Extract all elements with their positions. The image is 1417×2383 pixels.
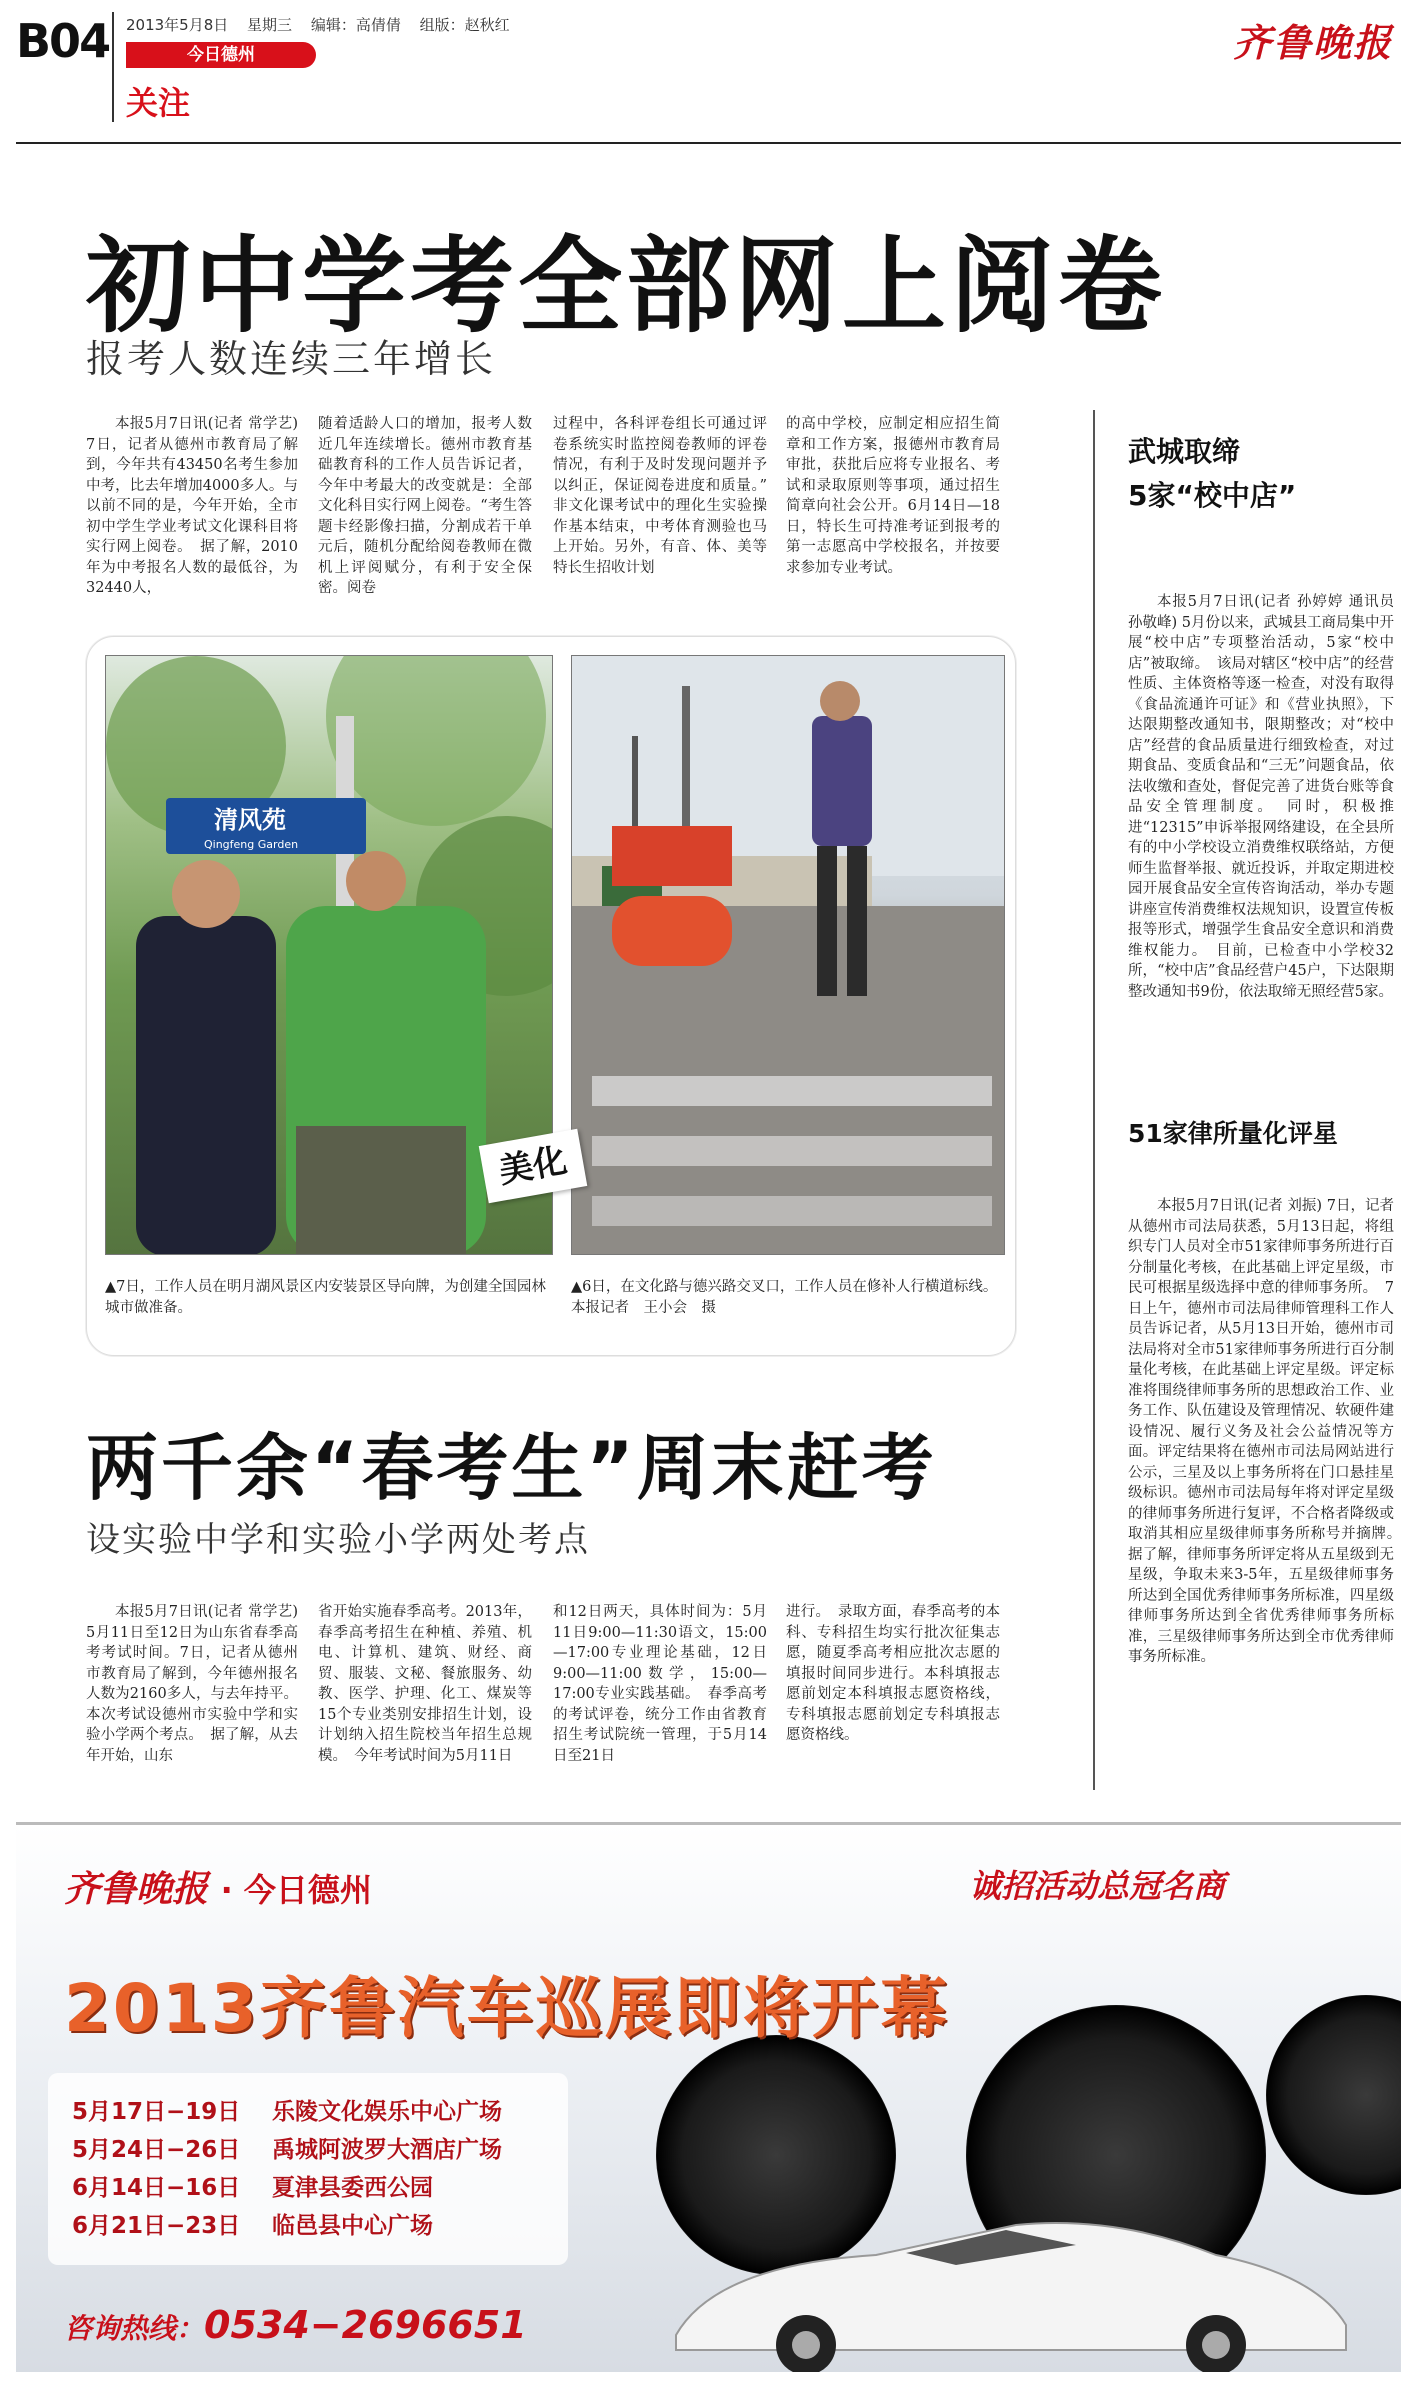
story1-column-2 (318, 414, 532, 599)
sidebar-divider (1093, 410, 1095, 1790)
fuel-gauge-icon (1266, 1995, 1401, 2195)
story1-text-2: 随着适龄人口的增加，报考人数近几年连续增长。德州市教育基础教育科的工作人员告诉记者，今年中考最大的改变就是：全部文化科目实行网上阅卷。“考生答题卡经影像扫描，分割成若干单元后，随机分配给阅卷教师在微机上评阅赋分，有利于安全保密。阅卷 (318, 416, 532, 596)
photo-badge: 美化 (479, 1129, 588, 1203)
issue-date: 2013年5月8日 (126, 16, 229, 34)
editor-credit: 编辑：高倩倩 (310, 16, 401, 34)
story2-text-4: 进行。 录取方面，春季高考的本科、专科招生均实行批次征集志愿，随夏季高考相应批次志愿的填报时间同步进行。本科填报志愿前划定本科填报志愿资格线，专科填报志愿前划定专科填报志愿资格线。 (786, 1604, 1000, 1743)
schedule-venue: 乐陵文化娱乐中心广场 (272, 2099, 502, 2125)
story2-column-4 (786, 1602, 1000, 1746)
story2-headline: 两千余“春考生”周末赶考 (86, 1426, 937, 1510)
ad-hotline (64, 2303, 527, 2347)
issue-weekday: 星期三 (247, 16, 293, 34)
layout-credit: 组版：赵秋红 (419, 16, 510, 34)
newspaper-logo: 齐鲁晚报 (1232, 20, 1393, 65)
schedule-row (72, 2207, 544, 2245)
sidebar-story1-text: 本报5月7日讯(记者 孙婷婷 通讯员 孙敬峰) 5月份以来，武城县工商局集中开展“校中店”专项整治活动，5家“校中店”被取缔。 该局对辖区“校中店”的经营性质、主体资格等逐一检查，对没有取得《食品流通许可证》和《营业执照》，下达限期整改通知书，限期整改；对“校中店”经营的食品质量进行细致检查，对过期食品、变质食品和“三无”问题食品，依法收缴和查处，督促完善了进货台账等食品安全管理制度。 同时，积极推进“12315”申诉举报网络建设，在全县所有的中小学校设立消费维权联络站，方便师生监督举报、就近投诉，并取定期进校园开展食品安全宣传咨询活动，举办专题讲座宣传消费维权法规知识，设置宣传板报等形式，增强学生食品安全意识和消费维权能力。 目前，已检查中小学校32所，“校中店”食品经营户45户，下达限期整改通知书9份，依法取缔无照经营5家。 (1128, 594, 1394, 1000)
section-title: 关注 (126, 84, 191, 122)
story1-column-4 (786, 414, 1000, 578)
story1-text-1: 本报5月7日讯(记者 常学艺) 7日，记者从德州市教育局了解到，今年共有43450名考生参加中考，比去年增加4000多人。与以前不同的是，今年开始，全市初中学生学业考试文化课科目将实行网上阅卷。 据了解，2010年为中考报名人数的最低谷，为32440人， (86, 416, 298, 596)
sidebar-story2-text: 本报5月7日讯(记者 刘振) 7日，记者从德州市司法局获悉，5月13日起，将组织专门人员对全市51家律师事务所进行百分制量化考核，在此基础上评定星级，市民可根据星级选择中意的律师事务所。 7日上午，德州市司法局律师管理科工作人员告诉记者，从5月13日开始，德州市司法局将对全市51家律师事务所进行百分制量化考核，在此基础上评定星级。评定标准将围绕律师事务所的思想政治工作、业务工作、队伍建设及管理情况、软硬件建设情况、履行义务及社会公益情况等方面。评定结果将在德州市司法局网站进行公示，三星及以上事务所将在门口悬挂星级标识。德州市司法局每年将对评定星级的律师事务所进行复评，不合格者降级或取消其相应星级律师事务所称号并摘牌。 据了解，律师事务所评定将从五星级到无星级，争取未来3-5年，五星级律师事务所达到全国优秀律师事务所标准，四星级律师事务所达到全省优秀律师事务所标准，三星级律师事务所达到全市优秀律师事务所标准。 (1128, 1198, 1409, 1665)
story1-subhead: 报考人数连续三年增长 (86, 337, 497, 381)
sidebar-story2-headline: 51家律所量化评星 (1128, 1119, 1338, 1148)
ad-schedule (48, 2073, 568, 2265)
hotline-label: 咨询热线： (64, 2312, 205, 2345)
ad-title: 2013齐鲁汽车巡展即将开幕 (64, 1970, 950, 2047)
story2-text-3: 和12日两天，具体时间为：5月11日9:00—11:30语文，15:00—17:00专业理论基础，12日9:00—11:00数学，15:00—17:00专业实践基础。 春季高考的考试评卷，统分工作由省教育招生考试院统一管理，于5月14日至21日 (553, 1604, 767, 1764)
schedule-row (72, 2093, 544, 2131)
sidebar-story1-headline-line1: 武城取缔 (1128, 435, 1241, 468)
story2-column-1 (86, 1602, 298, 1766)
story2-text-2: 省开始实施春季高考。2013年，春季高考招生在种植、养殖、机电、计算机、建筑、财经、商贸、服装、文秘、餐旅服务、幼教、医学、护理、化工、煤炭等15个专业类别安排招生计划，设计划纳入招生院校当年招生总规模。 今年考试时间为5月11日 (318, 1604, 532, 1764)
auto-show-advertisement[interactable] (16, 1822, 1401, 2372)
schedule-dates: 6月21日−23日 (72, 2213, 241, 2239)
story1-text-4: 的高中学校，应制定相应招生简章和工作方案，报德州市教育局审批，获批后应将专业报名、考试和录取原则等事项，通过招生简章向社会公开。6月14日—18日，特长生可持准考证到报考的第一志愿高中学校报名，并按要求参加专业考试。 (786, 416, 1000, 576)
schedule-venue: 临邑县中心广场 (272, 2213, 433, 2239)
convertible-car-icon (656, 2185, 1356, 2372)
sign-subtext: Qingfeng Garden (204, 838, 299, 851)
story1-text-3: 过程中，各科评卷组长可通过评卷系统实时监控阅卷教师的评卷情况，有利于及时发现问题并予以纠正，保证阅卷进度和质量。” 非文化课考试中的理化生实验操作基本结束，中考体育测验也马上开始。另外，有音、体、美等特长生招收计划 (553, 416, 782, 576)
schedule-venue: 夏津县委西公园 (272, 2175, 433, 2201)
sidebar-story1-body (1128, 592, 1394, 1002)
sidebar-story2-body (1128, 1196, 1409, 1668)
story2-text-1: 本报5月7日讯(记者 常学艺) 5月11日至12日为山东省春季高考考试时间。7日，记者从德州市教育局了解到，今年德州报名人数为2160多人，与去年持平。本次考试设德州市实验中学和实验小学两个考点。 据了解，从去年开始，山东 (86, 1604, 298, 1764)
photo-road-marking (571, 655, 1005, 1255)
story2-subhead: 设实验中学和实验小学两处考点 (86, 1520, 590, 1560)
photo-caption-1: ▲7日，工作人员在明月湖风景区内安装景区导向牌，为创建全国园林城市做准备。 (105, 1279, 546, 1316)
photo-panel (86, 636, 1020, 1356)
photo-road-illustration (572, 656, 1005, 1255)
masthead-meta (126, 14, 524, 35)
ad-brand (64, 1861, 372, 1912)
story1-column-1 (86, 414, 298, 599)
page-number: B04 (16, 14, 110, 68)
schedule-row (72, 2131, 544, 2169)
sidebar-story1-headline-line2: 5家“校中店” (1128, 479, 1297, 512)
sidebar-story1-headline (1128, 430, 1296, 518)
header-rule (16, 142, 1401, 144)
ad-sponsor-callout: 诚招活动总冠名商 (968, 1867, 1225, 1905)
hotline-number: 0534−2696651 (204, 2303, 527, 2347)
story1-headline: 初中学考全部网上阅卷 (86, 225, 1167, 347)
ad-brand-suffix: · 今日德州 (220, 1871, 372, 1909)
story2-column-3 (553, 1602, 767, 1766)
story2-column-2 (318, 1602, 532, 1766)
schedule-row (72, 2169, 544, 2207)
schedule-dates: 5月24日−26日 (72, 2137, 241, 2163)
story1-column-3 (553, 414, 782, 578)
schedule-dates: 5月17日−19日 (72, 2099, 241, 2125)
edition-label: 今日德州 (126, 42, 316, 68)
ad-brand-logo: 齐鲁晚报 (64, 1868, 209, 1910)
schedule-venue: 禹城阿波罗大酒店广场 (272, 2137, 502, 2163)
sign-text: 清风苑 (214, 806, 286, 834)
schedule-dates: 6月14日−16日 (72, 2175, 241, 2201)
photo-caption-2: ▲6日，在文化路与德兴路交叉口，工作人员在修补人行横道标线。 本报记者 王小会 摄 (571, 1279, 1020, 1316)
masthead-divider (112, 12, 114, 122)
